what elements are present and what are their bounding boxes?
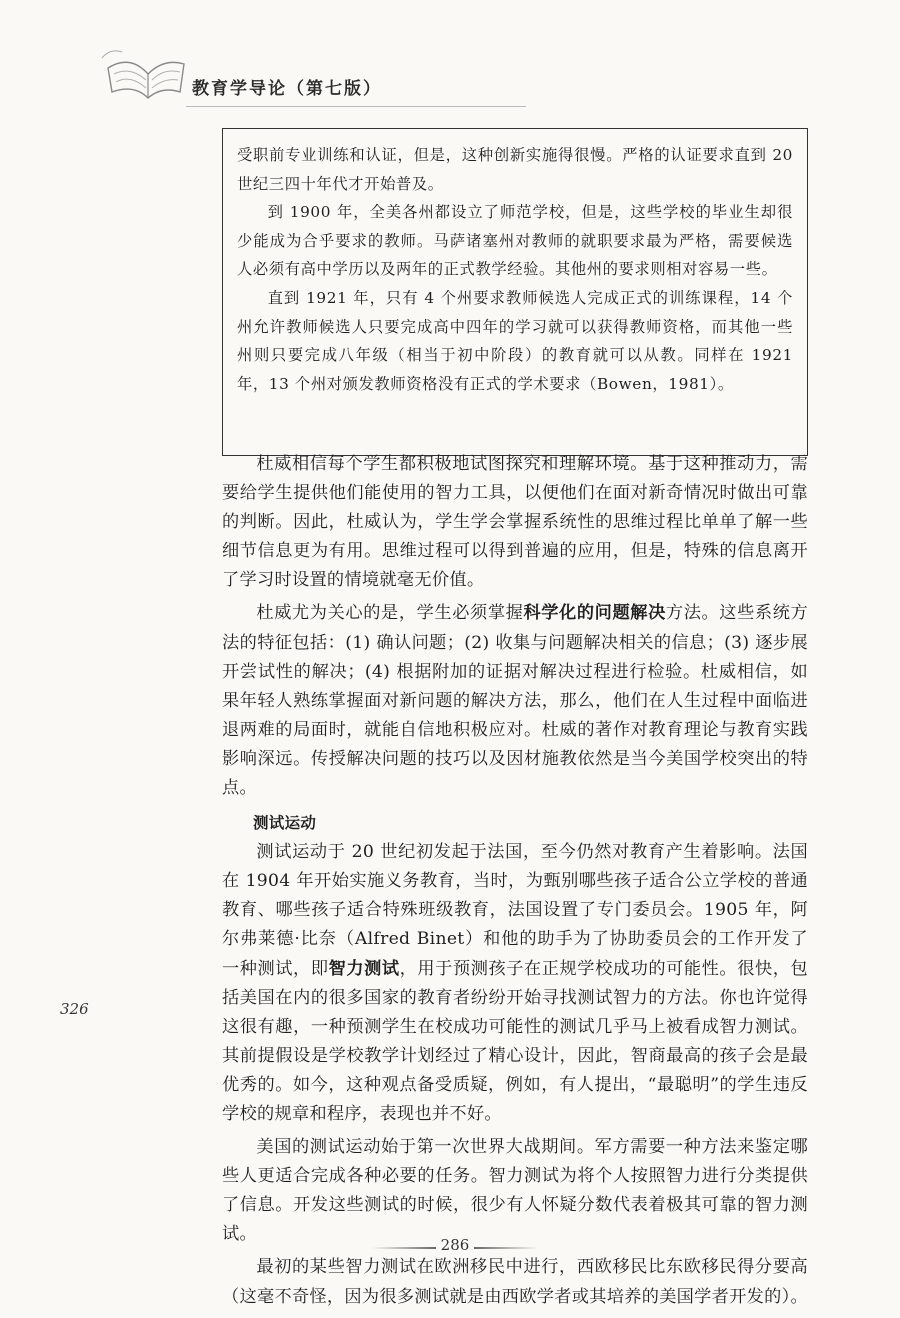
box-paragraph-2: 到 1900 年，全美各州都设立了师范学校，但是，这些学校的毕业生却很少能成为合乎要求的教师。马萨诸塞州对教师的就职要求最为严格，需要候选人必须有高中学历以及两年的正式教学经验。其他州的要求则相对容易一些。 (237, 203, 793, 279)
text-run: 测试运动于 20 世纪初发起于法国，至今仍然对教育产生着影响。法国在 1904 年开始实施义务教育，当时，为甄别哪些孩子适合公立学校的普通教育、哪些孩子适合特殊班级教育，法国设置了专门委员会。1905 年，阿尔弗莱德·比奈（Alfred Binet）和他的助手为了协助委员会的工作开发了一种测试，即 (222, 842, 808, 979)
key-term: 智力测试 (328, 958, 400, 979)
historical-sidebar-box (222, 128, 808, 456)
box-paragraph-1: 受职前专业训练和认证，但是，这种创新实施得很慢。严格的认证要求直到 20 世纪三四十年代才开始普及。 (237, 146, 793, 193)
paragraph-testing-1 (222, 838, 808, 1129)
text-run: 方法。这些系统方法的特征包括：(1) 确认问题；(2) 收集与问题解决相关的信息；(3) 逐步展开尝试性的解决；(4) 根据附加的证据对解决过程进行检验。杜威相信，如果年轻人熟练掌握面对新问题的解决方法，那么，他们在人生过程中面临进退两难的局面时，就能自信地积极应对。杜威的著作对教育理论与教育实践影响深远。传授解决问题的技巧以及因材施教依然是当今美国学校突出的特点。 (222, 603, 809, 799)
text-run: ，用于预测孩子在正规学校成功的可能性。很快，包括美国在内的很多国家的教育者纷纷开始寻找测试智力的方法。你也许觉得这很有趣，一种预测学生在校成功可能性的测试几乎马上被看成智力测试。其前提假设是学校教学计划经过了精心设计，因此，智商最高的孩子会是最优秀的。如今，这种观点备受质疑，例如，有人提出，“最聪明”的学生违反学校的规章和程序，表现也并不好。 (222, 958, 808, 1124)
paragraph-dewey-1: 杜威相信每个学生都积极地试图探究和理解环境。基于这种推动力，需要给学生提供他们能使用的智力工具，以便他们在面对新奇情况时做出可靠的判断。因此，杜威认为，学生学会掌握系统性的思维过程比单单了解一些细节信息更为有用。思维过程可以得到普遍的应用，但是，特殊的信息离开了学习时设置的情境就毫无价值。 (222, 454, 808, 591)
key-term: 科学化的问题解决 (523, 603, 666, 624)
running-title: 教育学导论（第七版） (192, 79, 382, 99)
main-text (222, 450, 808, 1312)
box-paragraph-3: 直到 1921 年，只有 4 个州要求教师候选人完成正式的训练课程，14 个州允许教师候选人只要完成高中四年的学习就可以获得教师资格，而其他一些州则只要完成八年级（相当于初中阶段）的教育就可以从教。同样在 1921 年，13 个州对颁发教师资格没有正式的学术要求（Bowen，1981）。 (237, 288, 793, 393)
text-run: 杜威尤为关心的是，学生必须掌握 (256, 603, 524, 624)
footer-ornament-left (372, 1247, 436, 1249)
margin-page-number: 326 (60, 1000, 89, 1018)
page-header (100, 40, 540, 110)
page-number: 286 (440, 1236, 470, 1254)
open-book-icon (100, 40, 190, 102)
paragraph-dewey-2 (222, 599, 808, 803)
paragraph-testing-3: 最初的某些智力测试在欧洲移民中进行，西欧移民比东欧移民得分要高（这毫不奇怪，因为很多测试就是由西欧学者或其培养的美国学者开发的）。 (222, 1257, 808, 1307)
page-footer (0, 1236, 900, 1262)
section-heading: 测试运动 (253, 814, 317, 833)
footer-ornament-right (474, 1247, 538, 1249)
header-rule (186, 106, 526, 107)
paragraph-testing-2: 美国的测试运动始于第一次世界大战期间。军方需要一种方法来鉴定哪些人更适合完成各种必要的任务。智力测试为将个人按照智力进行分类提供了信息。开发这些测试的时候，很少有人怀疑分数代表着极其可靠的智力测试。 (222, 1137, 808, 1245)
